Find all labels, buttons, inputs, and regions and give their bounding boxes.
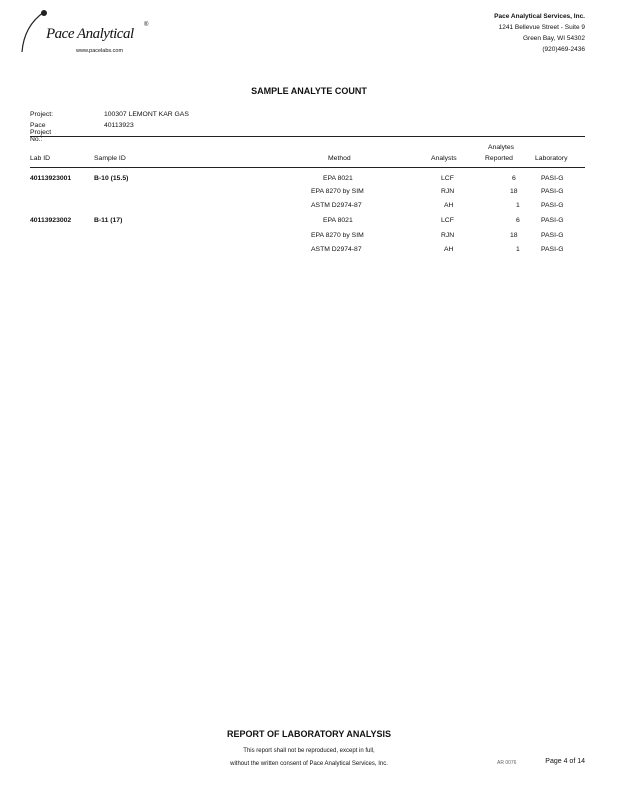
cell-analyst: LCF — [441, 217, 454, 224]
cell-method: EPA 8270 by SIM — [311, 188, 364, 195]
cell-lab-id: 40113923002 — [30, 217, 72, 224]
cell-analyst: AH — [444, 202, 454, 209]
cell-lab: PASI-G — [541, 246, 564, 253]
footer-note-line-2: without the written consent of Pace Analytical Services, Inc. — [230, 761, 388, 767]
table-header-divider — [30, 167, 585, 168]
cell-lab: PASI-G — [541, 175, 564, 182]
company-address — [494, 11, 585, 55]
cell-analyst: RJN — [441, 188, 455, 195]
cell-method: EPA 8270 by SIM — [311, 232, 364, 239]
cell-analyst: LCF — [441, 175, 454, 182]
cell-lab: PASI-G — [541, 232, 564, 239]
report-footer-note — [0, 745, 618, 771]
pace-logo — [18, 8, 148, 63]
pace-project-label: Pace Project No.: — [30, 122, 52, 143]
header-sample-id: Sample ID — [94, 155, 126, 162]
company-name: Pace Analytical Services, Inc. — [494, 13, 585, 20]
cell-sample-id: B-10 (15.5) — [94, 175, 129, 182]
logo-wordmark: Pace Analytical — [46, 26, 134, 42]
cell-sample-id: B-11 (17) — [94, 217, 123, 224]
cell-count: 6 — [512, 175, 516, 182]
cell-method: ASTM D2974-87 — [311, 202, 362, 209]
company-city: Green Bay, WI 54302 — [522, 35, 585, 42]
cell-method: EPA 8021 — [323, 175, 353, 182]
page-title: SAMPLE ANALYTE COUNT — [251, 86, 367, 96]
header-reported: Reported — [485, 155, 513, 162]
cell-method: ASTM D2974-87 — [311, 246, 362, 253]
cell-lab-id: 40113923001 — [30, 175, 72, 182]
cell-analyst: RJN — [441, 232, 455, 239]
cell-count: 18 — [510, 232, 518, 239]
header-method: Method — [328, 155, 351, 162]
project-label: Project: — [30, 111, 54, 118]
company-street: 1241 Bellevue Street - Suite 9 — [498, 24, 585, 31]
footer-note-line-1: This report shall not be reproduced, except in full, — [243, 748, 375, 754]
cell-count: 1 — [516, 246, 520, 253]
logo-url: www.pacelabs.com — [76, 48, 124, 54]
header-laboratory: Laboratory — [535, 155, 568, 162]
report-footer-title: REPORT OF LABORATORY ANALYSIS — [226, 729, 392, 739]
document-stamp: AR 0076 — [497, 760, 517, 766]
page-number: Page 4 of 14 — [545, 758, 585, 765]
cell-count: 18 — [510, 188, 518, 195]
project-value: 100307 LEMONT KAR GAS — [104, 111, 189, 118]
header-lab-id: Lab ID — [30, 155, 51, 162]
cell-analyst: AH — [444, 246, 454, 253]
header-analysts: Analysts — [431, 155, 457, 162]
cell-count: 1 — [516, 202, 520, 209]
cell-count: 6 — [516, 217, 520, 224]
table-top-divider — [30, 136, 585, 137]
cell-lab: PASI-G — [541, 217, 564, 224]
cell-lab: PASI-G — [541, 188, 564, 195]
cell-lab: PASI-G — [541, 202, 564, 209]
pace-project-value: 40113923 — [104, 122, 134, 129]
header-analytes: Analytes — [488, 144, 515, 151]
logo-registered-mark: ® — [144, 22, 149, 28]
cell-method: EPA 8021 — [323, 217, 353, 224]
company-phone: (920)469-2436 — [542, 46, 585, 53]
